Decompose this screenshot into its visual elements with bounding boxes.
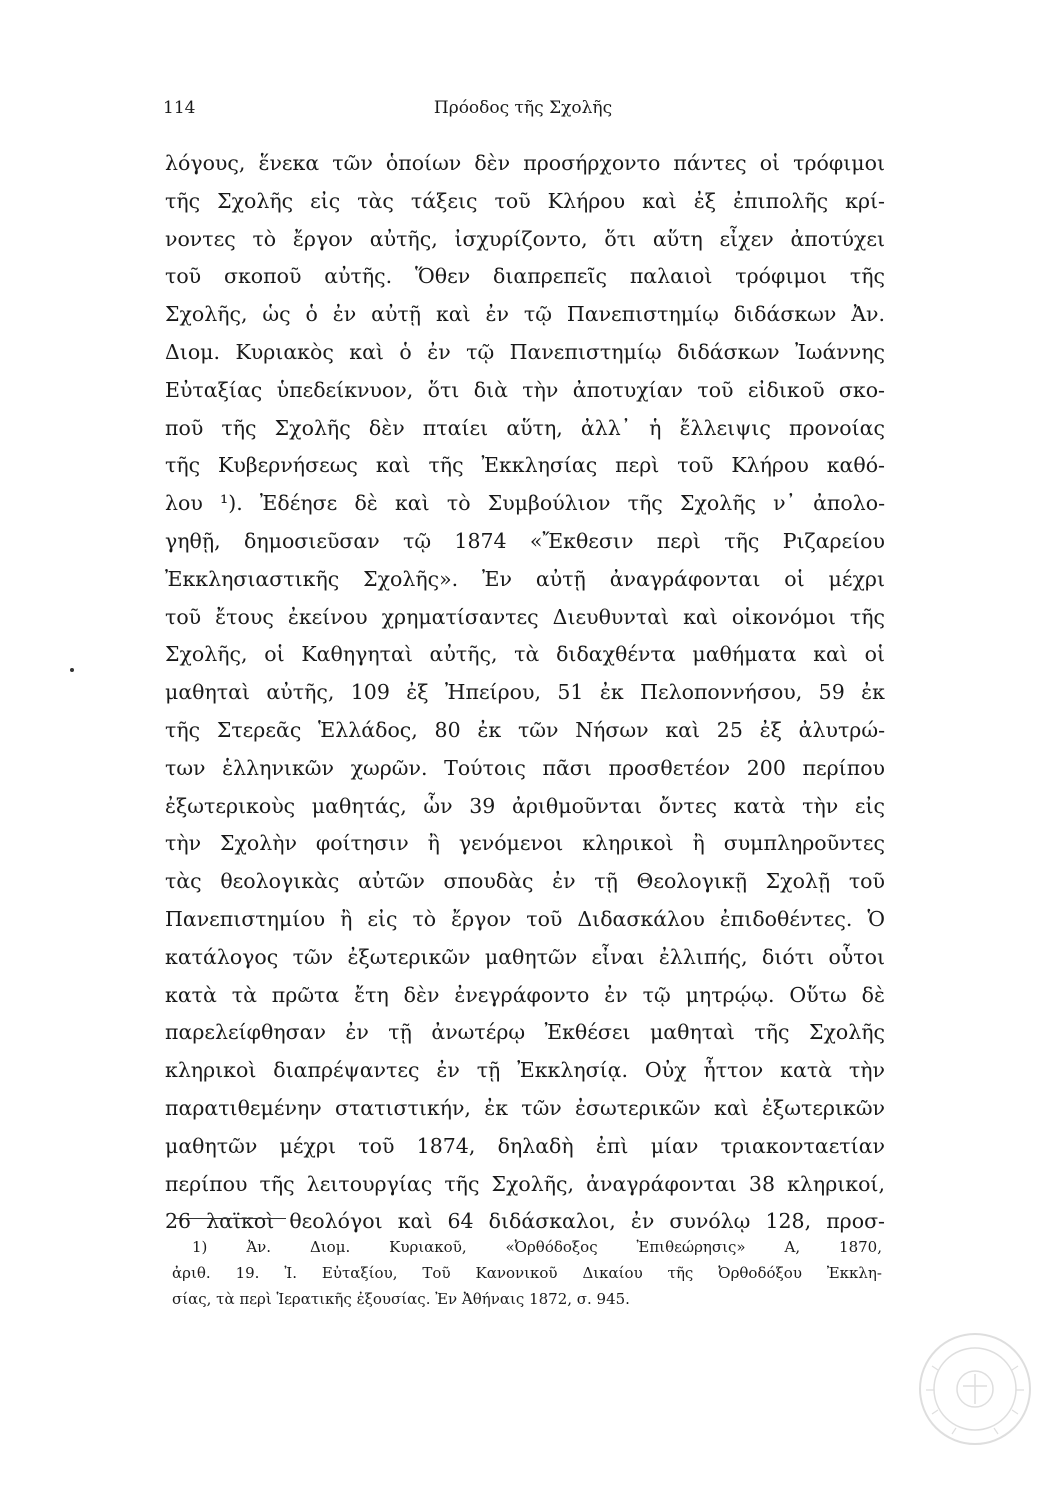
text-line: Ἐκκλησιαστικῆς Σχολῆς». Ἐν αὐτῇ ἀναγράφονται οἱ μέχρι — [165, 566, 885, 591]
text-line: 26 λαϊκοὶ θεολόγοι καὶ 64 διδάσκαλοι, ἐν συνόλῳ 128, προσ- — [165, 1209, 885, 1234]
text-line: κληρικοὶ διαπρέψαντες ἐν τῇ Ἐκκλησίᾳ. Οὐχ ἧττον κατὰ τὴν — [165, 1058, 885, 1083]
text-line: περίπου τῆς λειτουργίας τῆς Σχολῆς, ἀναγράφονται 38 κληρικοί, — [165, 1171, 885, 1196]
text-line: νοντες τὸ ἔργον αὐτῆς, ἰσχυρίζοντο, ὅτι αὕτη εἶχεν ἀποτύχει — [165, 226, 885, 251]
text-line: τοῦ ἔτους ἐκείνου χρηματίσαντες Διευθυνταὶ καὶ οἰκονόμοι τῆς — [165, 604, 885, 629]
text-line: κατὰ τὰ πρῶτα ἔτη δὲν ἐνεγράφοντο ἐν τῷ μητρῴῳ. Οὕτω δὲ — [165, 982, 885, 1007]
text-line: μαθηταὶ αὐτῆς, 109 ἐξ Ἠπείρου, 51 ἐκ Πελοποννήσου, 59 ἐκ — [165, 680, 885, 705]
ink-speck — [70, 668, 74, 672]
footnote-line: 1) Ἀν. Διομ. Κυριακοῦ, «Ὀρθόδοξος Ἐπιθεώρησις» Α, 1870, — [192, 1238, 882, 1256]
text-line: των ἑλληνικῶν χωρῶν. Τούτοις πᾶσι προσθετέον 200 περίπου — [165, 755, 885, 780]
text-line: παρελείφθησαν ἐν τῇ ἀνωτέρῳ Ἐκθέσει μαθηταὶ τῆς Σχολῆς — [165, 1020, 885, 1045]
footnote-line: ἀριθ. 19. Ἰ. Εὐταξίου, Τοῦ Κανονικοῦ Δικαίου τῆς Ὀρθοδόξου Ἐκκλη- — [172, 1264, 882, 1282]
page-number: 114 — [163, 98, 196, 118]
text-line: παρατιθεμένην στατιστικήν, ἐκ τῶν ἐσωτερικῶν καὶ ἐξωτερικῶν — [165, 1095, 885, 1120]
text-line: γηθῇ, δημοσιεῦσαν τῷ 1874 «Ἔκθεσιν περὶ τῆς Ριζαρείου — [165, 528, 885, 553]
text-line: τῆς Στερεᾶς Ἑλλάδος, 80 ἐκ τῶν Νήσων καὶ 25 ἐξ ἀλυτρώ- — [165, 717, 885, 742]
text-line: κατάλογος τῶν ἐξωτερικῶν μαθητῶν εἶναι ἐλλιπής, διότι οὗτοι — [165, 944, 885, 969]
text-line: τὰς θεολογικὰς αὐτῶν σπουδὰς ἐν τῇ Θεολογικῇ Σχολῇ τοῦ — [165, 869, 885, 894]
text-line: τῆς Κυβερνήσεως καὶ τῆς Ἐκκλησίας περὶ τοῦ Κλήρου καθό- — [165, 453, 885, 478]
library-seal-icon — [916, 1330, 1034, 1448]
text-line: Διομ. Κυριακὸς καὶ ὁ ἐν τῷ Πανεπιστημίῳ διδάσκων Ἰωάννης — [165, 339, 885, 364]
text-line: Σχολῆς, οἱ Καθηγηταὶ αὐτῆς, τὰ διδαχθέντα μαθήματα καὶ οἱ — [165, 642, 885, 667]
text-line: ποῦ τῆς Σχολῆς δὲν πταίει αὕτη, ἀλλ᾽ ἡ ἔλλειψις προνοίας — [165, 415, 885, 440]
text-line: τῆς Σχολῆς εἰς τὰς τάξεις τοῦ Κλήρου καὶ ἐξ ἐπιπολῆς κρί- — [165, 188, 885, 213]
text-line: λόγους, ἕνεκα τῶν ὁποίων δὲν προσήρχοντο πάντες οἱ τρόφιμοι — [165, 151, 885, 175]
text-line: τὴν Σχολὴν φοίτησιν ἢ γενόμενοι κληρικοὶ ἢ συμπληροῦντες — [165, 831, 885, 856]
footnote — [172, 1234, 882, 1312]
text-line: τοῦ σκοποῦ αὐτῆς. Ὅθεν διαπρεπεῖς παλαιοὶ τρόφιμοι τῆς — [165, 264, 885, 289]
text-line: Σχολῆς, ὡς ὁ ἐν αὐτῇ καὶ ἐν τῷ Πανεπιστημίῳ διδάσκων Ἀν. — [165, 302, 885, 327]
text-line: Πανεπιστημίου ἢ εἰς τὸ ἔργον τοῦ Διδασκάλου ἐπιδοθέντες. Ὁ — [165, 906, 885, 931]
footnote-rule — [174, 1218, 286, 1219]
text-line: ἐξωτερικοὺς μαθητάς, ὧν 39 ἀριθμοῦνται ὄντες κατὰ τὴν εἰς — [165, 793, 885, 818]
footnote-line: σίας, τὰ περὶ Ἱερατικῆς ἐξουσίας. Ἐν Ἀθήναις 1872, σ. 945. — [172, 1290, 630, 1308]
body-text — [165, 145, 885, 1241]
page-header — [163, 98, 883, 128]
text-line: λου ¹). Ἐδέησε δὲ καὶ τὸ Συμβούλιον τῆς Σχολῆς ν᾽ ἀπολο- — [165, 491, 885, 516]
running-title: Πρόοδος τῆς Σχολῆς — [433, 98, 613, 118]
text-line: Εὐταξίας ὑπεδείκνυον, ὅτι διὰ τὴν ἀποτυχίαν τοῦ εἰδικοῦ σκο- — [165, 377, 885, 402]
text-line: μαθητῶν μέχρι τοῦ 1874, δηλαδὴ ἐπὶ μίαν τριακονταετίαν — [165, 1133, 885, 1158]
